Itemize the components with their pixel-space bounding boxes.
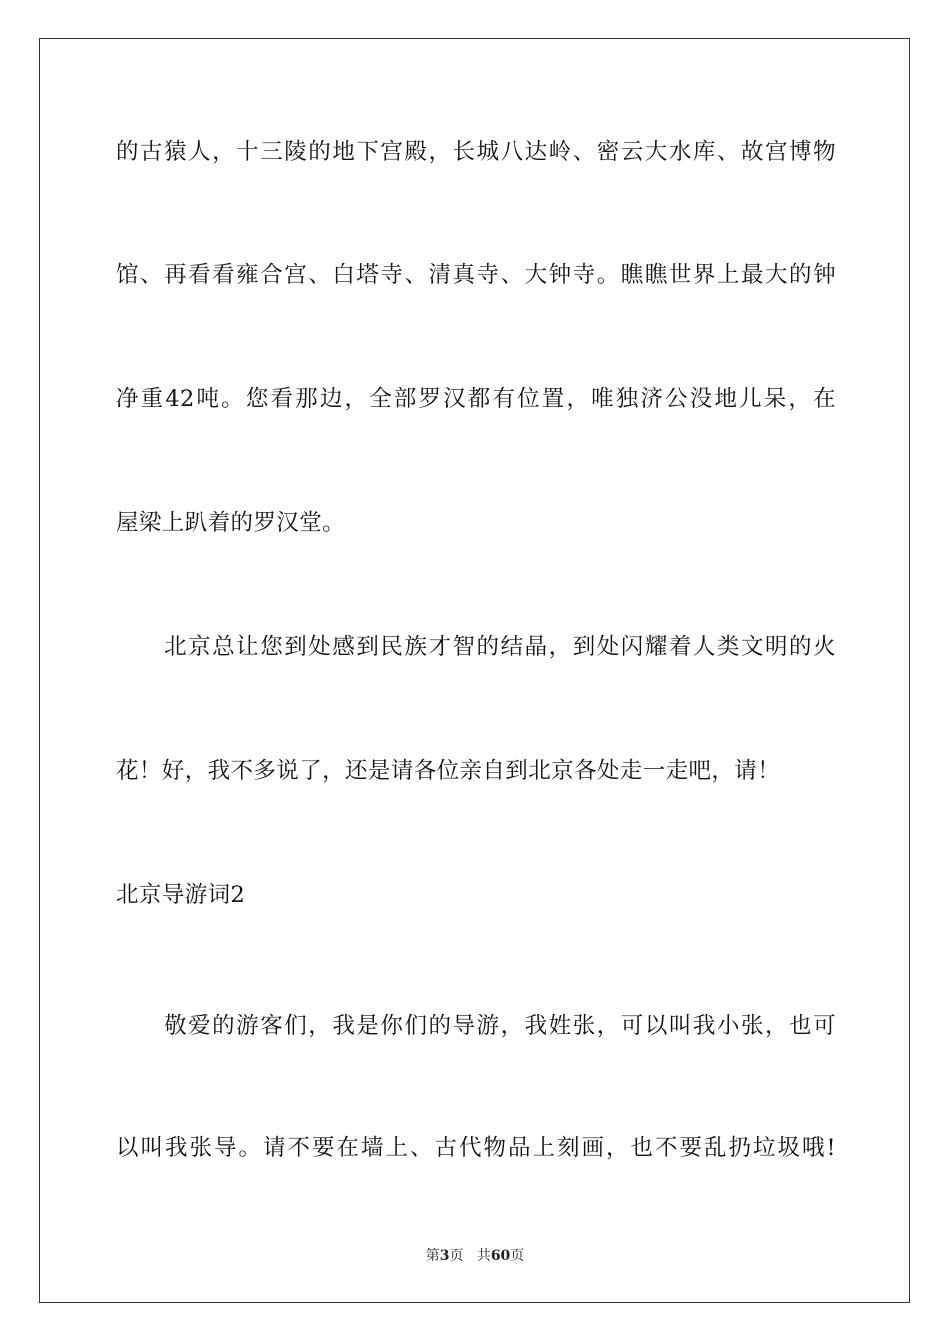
- body-text-line-4: 屋梁上趴着的罗汉堂。: [116, 510, 346, 536]
- body-text-line-2: 馆、再看看雍合宫、白塔寺、清真寺、大钟寺。瞧瞧世界上最大的钟: [116, 262, 836, 288]
- total-suffix: 页: [510, 1248, 525, 1264]
- total-pages: 60: [490, 1248, 511, 1264]
- page-suffix: 页: [449, 1248, 464, 1264]
- body-text-line-3: 净重42吨。您看那边，全部罗汉都有位置，唯独济公没地儿呆，在: [116, 386, 836, 412]
- total-prefix: 共: [476, 1248, 491, 1264]
- body-text-line-5: 北京总让您到处感到民族才智的结晶，到处闪耀着人类文明的火: [116, 634, 836, 660]
- page-border: [39, 38, 910, 1303]
- page-number: 3: [439, 1248, 450, 1264]
- section-heading: 北京导游词2: [116, 882, 246, 908]
- body-text-line-6: 花！好，我不多说了，还是请各位亲自到北京各处走一走吧，请！: [116, 758, 781, 784]
- body-text-line-9: 以叫我张导。请不要在墙上、古代物品上刻画，也不要乱扔垃圾哦!: [116, 1135, 836, 1161]
- body-text-line-1: 的古猿人，十三陵的地下宫殿，长城八达岭、密云大水库、故宫博物: [116, 139, 836, 165]
- page-footer: [0, 1247, 950, 1265]
- page-prefix: 第: [425, 1248, 440, 1264]
- body-text-line-8: 敬爱的游客们，我是你们的导游，我姓张，可以叫我小张，也可: [116, 1013, 836, 1039]
